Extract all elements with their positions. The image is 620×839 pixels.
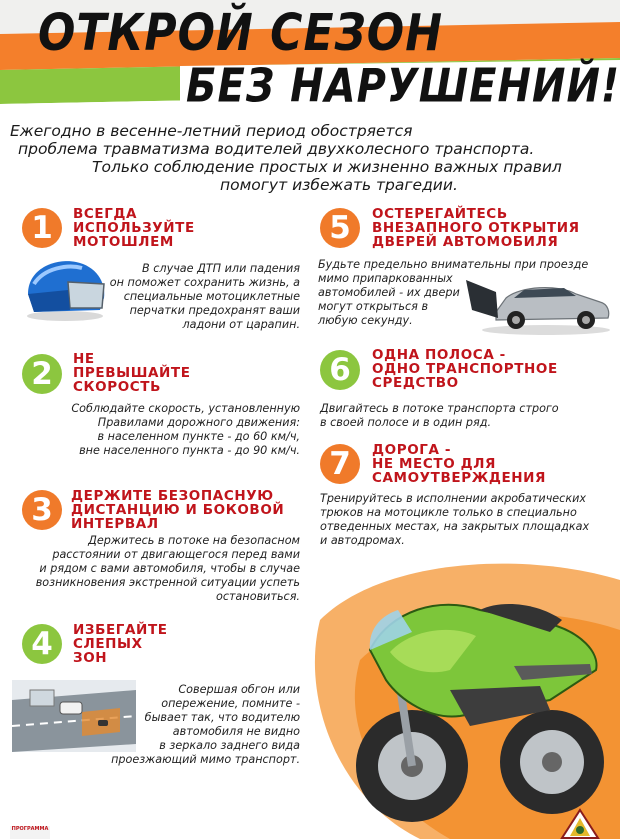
intro-line: помогут избежать трагедии.: [220, 176, 458, 194]
intro-line: Ежегодно в весенне-летний период обостряется: [10, 122, 413, 140]
text-line: ладони от царапин.: [182, 318, 300, 331]
rule-1-text: [110, 262, 300, 332]
text-line: Соблюдайте скорость, установленную: [71, 402, 300, 415]
car-icon: [466, 272, 612, 336]
heading-line: ВНЕЗАПНОГО ОТКРЫТИЯ: [372, 220, 580, 236]
heading-line: ИЗБЕГАЙТЕ: [73, 622, 168, 638]
heading-line: ОДНО ТРАНСПОРТНОЕ: [372, 361, 558, 377]
rule-3-heading: [71, 489, 284, 531]
rule-2-heading: [73, 352, 191, 394]
heading-line: ВСЕГДА: [73, 206, 138, 222]
heading-line: ОДНА ПОЛОСА -: [372, 347, 506, 363]
text-line: расстоянии от двигающегося перед вами: [52, 548, 300, 561]
text-line: вне населенного пункта - до 90 км/ч.: [79, 444, 300, 457]
text-line: и рядом с вами автомобиля, чтобы в случае: [39, 562, 300, 575]
rule-number-1: 1: [22, 208, 62, 248]
heading-line: ПРЕВЫШАЙТЕ: [73, 365, 191, 381]
text-line: автомобилей - их двери: [318, 286, 460, 299]
program-logo: [10, 826, 50, 839]
intro-line: проблема травматизма водителей двухколесного транспорта.: [18, 140, 535, 158]
heading-line: САМОУТВЕРЖДЕНИЯ: [372, 470, 547, 486]
rule-4-heading: [73, 623, 168, 665]
rule-7-heading: [372, 443, 546, 485]
heading-line: ОСТЕРЕГАЙТЕСЬ: [372, 206, 508, 222]
heading-line: СРЕДСТВО: [372, 375, 459, 391]
motorcycle-illustration: [300, 540, 620, 839]
rule-number-5: 5: [320, 208, 360, 248]
rule-number-7: 7: [320, 444, 360, 484]
rule-6-text: [320, 402, 559, 430]
text-line: он поможет сохранить жизнь, а: [109, 276, 300, 289]
rule-3-text: [36, 534, 300, 604]
heading-line: НЕ: [73, 351, 95, 367]
helmet-icon: [20, 254, 110, 324]
text-line: в зеркало заднего вида: [159, 739, 300, 752]
emblem-icon: [560, 808, 600, 839]
rule-2-text: [71, 402, 300, 458]
heading-line: ИСПОЛЬЗУЙТЕ: [73, 220, 195, 236]
text-line: Двигайтесь в потоке транспорта строго: [320, 402, 559, 415]
rule-4-text: [111, 683, 300, 767]
rule-6-heading: [372, 348, 558, 390]
program-logo-text: ПРОГРАММА: [11, 826, 49, 832]
intro-line: Только соблюдение простых и жизненно важных правил: [92, 158, 562, 176]
text-line: В случае ДТП или падения: [142, 262, 300, 275]
text-line: возникновения экстренной ситуации успеть: [35, 576, 300, 589]
heading-line: СЛЕПЫХ: [73, 636, 143, 652]
heading-line: ДВЕРЕЙ АВТОМОБИЛЯ: [372, 234, 559, 250]
text-line: проезжающий мимо транспорт.: [111, 753, 300, 766]
text-line: мимо припаркованных: [318, 272, 453, 285]
heading-line: ДЕРЖИТЕ БЕЗОПАСНУЮ: [71, 488, 274, 504]
heading-line: ИНТЕРВАЛ: [71, 516, 159, 532]
text-line: Правилами дорожного движения:: [97, 416, 300, 429]
text-line: перчатки предохранят ваши: [129, 304, 300, 317]
rule-number-3: 3: [22, 490, 62, 530]
heading-line: ДОРОГА -: [372, 442, 452, 458]
page-title-line1: ОТКРОЙ СЕЗОН: [38, 4, 444, 63]
text-line: трюков на мотоцикле только в специально: [320, 506, 577, 519]
text-line: могут открыться в: [318, 300, 429, 313]
page-title-line2: БЕЗ НАРУШЕНИЙ!: [186, 60, 620, 113]
text-line: в своей полосе и в один ряд.: [320, 416, 492, 429]
text-line: Тренируйтесь в исполнении акробатических: [320, 492, 586, 505]
text-line: специальные мотоциклетные: [123, 290, 300, 303]
rule-1-heading: [73, 207, 195, 249]
text-line: любую секунду.: [318, 314, 413, 327]
intro-text: [0, 122, 620, 194]
text-line: Совершая обгон или: [178, 683, 300, 696]
heading-line: СКОРОСТЬ: [73, 379, 161, 395]
rule-5-heading: [372, 207, 580, 249]
text-line: в населенном пункте - до 60 км/ч,: [97, 430, 300, 443]
rule-number-2: 2: [22, 354, 62, 394]
text-line: остановиться.: [216, 590, 300, 603]
text-line: Будьте предельно внимательны при проезде: [318, 258, 589, 271]
text-line: автомобиля не видно: [172, 725, 300, 738]
heading-line: ДИСТАНЦИЮ И БОКОВОЙ: [71, 502, 285, 518]
text-line: Держитесь в потоке на безопасном: [88, 534, 300, 547]
text-line: отведенных местах, на закрытых площадках: [320, 520, 590, 533]
text-line: бывает так, что водителю: [144, 711, 300, 724]
rule-number-6: 6: [320, 350, 360, 390]
text-line: и автодромах.: [320, 534, 405, 547]
rule-number-4: 4: [22, 624, 62, 664]
heading-line: МОТОШЛЕМ: [73, 234, 174, 250]
heading-line: ЗОН: [73, 650, 108, 666]
text-line: опережение, помните -: [161, 697, 300, 710]
heading-line: НЕ МЕСТО ДЛЯ: [372, 456, 496, 472]
